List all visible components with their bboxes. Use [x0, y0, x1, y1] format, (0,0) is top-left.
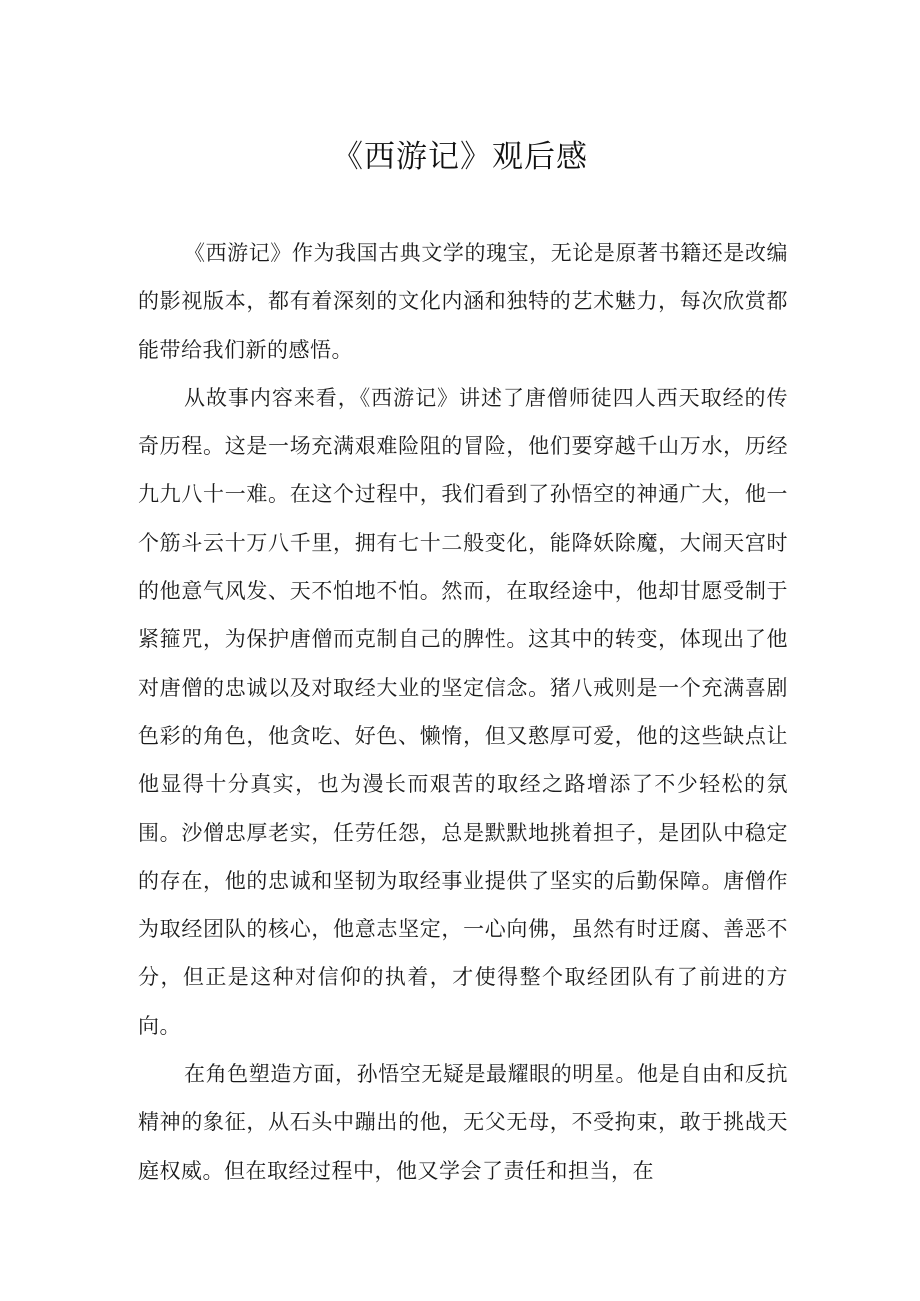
paragraph-character-shaping: 在角色塑造方面，孙悟空无疑是最耀眼的明星。他是自由和反抗精神的象征，从石头中蹦出的他，无父无母，不受拘束，敢于挑战天庭权威。但在取经过程中，他又学会了责任和担当，在 [138, 1062, 788, 1183]
paragraph-story-content: 从故事内容来看，《西游记》讲述了唐僧师徒四人西天取经的传奇历程。这是一场充满艰难险阻的冒险，他们要穿越千山万水，历经九九八十一难。在这个过程中，我们看到了孙悟空的神通广大，他一个筋斗云十万八千里，拥有七十二般变化，能降妖除魔，大闹天宫时的他意气风发、天不怕地不怕。然而，在取经途中，他却甘愿受制于紧箍咒，为保护唐僧而克制自己的脾性。这其中的转变，体现出了他对唐僧的忠诚以及对取经大业的坚定信念。猪八戒则是一个充满喜剧色彩的角色，他贪吃、好色、懒惰，但又憨厚可爱，他的这些缺点让他显得十分真实，也为漫长而艰苦的取经之路增添了不少轻松的氛围。沙僧忠厚老实，任劳任怨，总是默默地挑着担子，是团队中稳定的存在，他的忠诚和坚韧为取经事业提供了坚实的后勤保障。唐僧作为取经团队的核心，他意志坚定，一心向佛，虽然有时迂腐、善恶不分，但正是这种对信仰的执着，才使得整个取经团队有了前进的方向。 [138, 385, 788, 1038]
paragraph-intro: 《西游记》作为我国古典文学的瑰宝，无论是原著书籍还是改编的影视版本，都有着深刻的文化内涵和独特的艺术魅力，每次欣赏都能带给我们新的感悟。 [138, 241, 788, 362]
document-title: 《西游记》观后感 [332, 139, 588, 175]
document-body [138, 229, 788, 1195]
